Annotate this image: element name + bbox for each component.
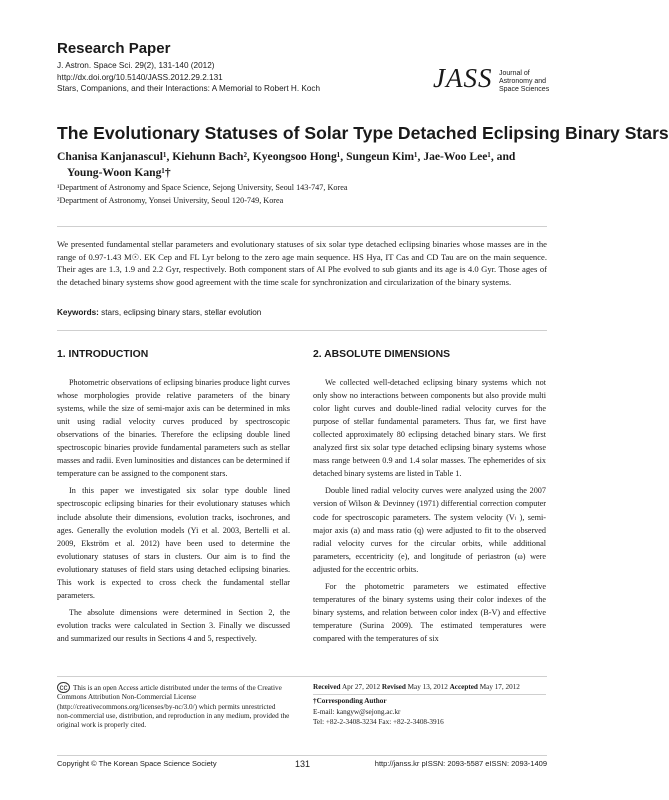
phone-fax-line: Tel: +82-2-3408-3234 Fax: +82-2-3408-3916 [313, 718, 444, 727]
special-issue-line: Stars, Companions, and their Interactions: A Memorial to Robert H. Koch [57, 84, 321, 94]
issn-line: http://janss.kr pISSN: 2093-5587 eISSN: 2093-1409 [374, 759, 547, 768]
doi-link[interactable]: http://dx.doi.org/10.5140/JASS.2012.29.2.131 [57, 72, 223, 82]
page-footer [57, 759, 547, 771]
affiliations [57, 181, 557, 207]
journal-info [57, 60, 417, 95]
page-number: 131 [295, 759, 311, 769]
jass-logo [433, 63, 553, 103]
right-column [313, 348, 546, 649]
keywords [57, 308, 547, 317]
paper-header [57, 40, 550, 120]
license-text: This is an open Access article distributed under the terms of the Creative Commons Attribution Non-Commercial License (http://creativecommons.org/licenses/by-nc/3.0/) which permits unrestricted non-commercial use, distribution, and reproduction in any medium, provided the original work is properly cited. [57, 684, 290, 730]
paragraph: Double lined radial velocity curves were analyzed using the 2007 version of Wilson & Devinney (1971) differential correction computer code for spectroscopic parameters. The system velocity (Vₗ ), semi-major axis (a) and mass ratio (q) were adjusted to fit to the observed radial velocity curves for the circular orbits, while additional parameters, eccentricity (e), and longitude of periastron (ω) were adjusted for the eccentric orbits. [313, 486, 546, 574]
logo-subtext-line: Journal of [499, 70, 530, 77]
divider [57, 330, 547, 331]
affiliation: ²Department of Astronomy, Yonsei University, Seoul 120-749, Korea [57, 196, 284, 205]
article-info [313, 682, 546, 728]
logo-subtext [499, 70, 549, 94]
section-label: Research Paper [57, 40, 171, 57]
author-list [57, 149, 557, 180]
creative-commons-icon: cc [57, 682, 70, 693]
journal-citation: J. Astron. Space Sci. 29(2), 131-140 (2012) [57, 61, 215, 70]
author-line: Chanisa Kanjanascul¹, Kiehunn Bach², Kyeongsoo Hong¹, Sungeun Kim¹, Jae-Woo Lee¹, and [57, 150, 516, 163]
left-column [57, 348, 290, 649]
copyright: Copyright © The Korean Space Science Society [57, 759, 217, 768]
paragraph: The absolute dimensions were determined in Section 2, the evolution tracks were calculated in Section 3. Finally we discussed and summarized our results in Sections 4 and 5, respectively. [57, 607, 290, 643]
accepted-label: Accepted [449, 683, 478, 691]
abstract: We presented fundamental stellar parameters and evolutionary statuses of six solar type detached eclipsing binaries whose masses are in the range of 0.97-1.43 M☉. EK Cep and FL Lyr belong to the zero age main sequence. HS Hya, IT Cas and CD Tau are on the main sequence. Their ages are 1.3, 1.9 and 2.2 Gyr, respectively. Both component stars of AI Phe evolved to sub giants and its age is 4.0 Gyr. Those ages of the detached binary systems show good agreement with the time scale for synchronization and circularization of the binary systems. [57, 239, 547, 287]
paragraph: Photometric observations of eclipsing binaries produce light curves whose morphologies provide relative parameters of the binary systems, while the size of semi-major axis can be determined in mks unit using radial velocity curves produced by spectroscopic observations of the binaries. Therefore the eclipsing double lined spectroscopic binaries provide fundamental parameters such as stellar masses and radii. Even luminosities and distances can be determined if temperature can be assigned to the component stars. [57, 378, 290, 479]
received-date: Apr 27, 2012 [341, 683, 381, 691]
divider [57, 676, 547, 677]
divider [57, 226, 547, 227]
paper-title: The Evolutionary Statuses of Solar Type Detached Eclipsing Binary Stars [57, 123, 669, 143]
article-dates [313, 682, 546, 692]
revised-label: Revised [381, 683, 406, 691]
divider [57, 755, 547, 756]
section-heading: 1. INTRODUCTION [57, 349, 149, 360]
keywords-label: Keywords: [57, 308, 99, 317]
section-heading: 2. ABSOLUTE DIMENSIONS [313, 349, 451, 360]
divider [313, 694, 546, 695]
author-line: Young-Woon Kang¹† [67, 165, 171, 179]
affiliation: ¹Department of Astronomy and Space Science, Sejong University, Seoul 143-747, Korea [57, 183, 348, 192]
paragraph: In this paper we investigated six solar type double lined spectroscopic eclipsing binaries for their evolutionary statuses which include absolute their dimensions, evolution tracks, isochrones, and ages. Generally the evolution models (Yi et al. 2003, Bertelli et al. 2009, Ekström et al. 2012) have been used to determine the evolutionary statuses of stars in clusters. Our aim is to find the evolutionary statuses of field stars using detached eclipsing binaries. This work is expected to cross check the fundamental stellar parameters. [57, 486, 290, 600]
logo-text: JASS [433, 63, 493, 93]
paragraph: We collected well-detached eclipsing binary systems which not only show no interactions between components but also provide multi color light curves and double-lined radial velocity curves for the purpose of stellar fundamental parameters. Thus far, we first have collected approximately 80 eclipsing detached binary stars. We first analyzed first six solar type detached eclipsing binary systems whose mass range between 0.9 and 1.4 solar masses. The ephemerides of six detached binary systems are listed in Table 1. [313, 378, 546, 479]
received-label: Received [313, 683, 341, 691]
logo-subtext-line: Astronomy and [499, 78, 547, 85]
revised-date: May 13, 2012 [407, 683, 448, 691]
license-notice [57, 682, 290, 730]
corresponding-author-label: †Corresponding Author [313, 697, 387, 706]
email-line[interactable]: E-mail: kangyw@sejong.ac.kr [313, 707, 401, 716]
logo-subtext-line: Space Sciences [499, 86, 550, 93]
keywords-text: stars, eclipsing binary stars, stellar evolution [101, 308, 262, 317]
accepted-date: May 17, 2012 [479, 683, 520, 691]
paragraph: For the photometric parameters we estimated effective temperatures of the binary systems using their color indexes of the binary systems, and relation between color index (B-V) and effective temperature (Surina 2009). The estimated temperatures were compared with the temperatures of six [313, 581, 546, 643]
